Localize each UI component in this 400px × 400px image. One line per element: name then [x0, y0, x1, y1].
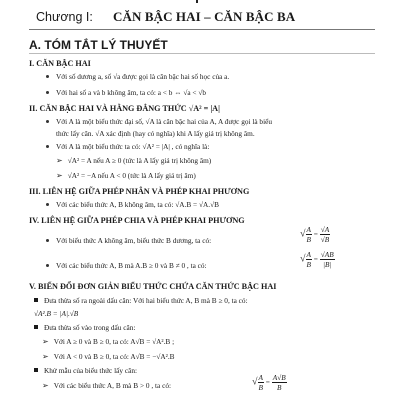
bullet-icon: [46, 264, 49, 267]
s2-line-3: [46, 142, 209, 151]
f3-rhs-den: B: [276, 383, 282, 393]
f1-lhs-num: A: [306, 225, 311, 234]
page-mark: [196, 0, 198, 3]
s2-line-4: [56, 156, 211, 165]
heading-bien-doi: V. BIẾN ĐỔI ĐƠN GIẢN BIỂU THỨC CHỨA CĂN THỨC BẬC HAI: [29, 282, 277, 291]
bullet-icon: [46, 75, 49, 78]
s3-text-1: Với các biểu thức A, B không âm, ta có: √A.B = √A.√B: [56, 200, 219, 209]
f3-eq: =: [265, 377, 270, 387]
heading-hang-dang-thuc: II. CĂN BẬC HAI VÀ HẰNG ĐẲNG THỨC √A² = |A|: [29, 104, 220, 113]
f1-rhs-den: √B: [320, 235, 330, 245]
s1-text-2: Với hai số a và b không âm, ta có: a < b ⇔ √a < √b: [56, 88, 206, 97]
s2-text-5: √A² = −A nếu A < 0 (tức là A lấy giá trị âm): [67, 171, 196, 180]
s5-line-4: [42, 337, 174, 346]
chapter-underline: [29, 29, 375, 30]
s2-text-3: Với A là một biểu thức ta có: √A² = |A| , có nghĩa là:: [56, 142, 210, 151]
s4-text-1: Với biểu thức A không âm, biểu thức B dương, ta có:: [56, 236, 212, 245]
f1-eq: =: [313, 229, 318, 239]
s4-line-1: [46, 236, 211, 245]
s5-text-4: Với A ≥ 0 và B ≥ 0, ta có: A√B = √A².B ;: [53, 337, 175, 346]
f2-lhs-den: B: [306, 260, 311, 270]
arrow-icon: ➢: [56, 156, 63, 165]
square-bullet-icon: [34, 325, 38, 329]
s5-formula-1: √A².B = |A|.√B: [34, 309, 79, 318]
s5-text-5: Với A < 0 và B ≥ 0, ta có: A√B = −√A².B: [53, 352, 175, 361]
section-a-underline: [29, 53, 375, 54]
s1-line-2: [46, 88, 206, 97]
chapter-title: CĂN BẬC HAI – CĂN BẬC BA: [113, 9, 296, 24]
bullet-icon: [46, 203, 49, 206]
arrow-icon: ➢: [42, 381, 49, 390]
section-a-heading: A. TÓM TẮT LÝ THUYẾT: [29, 38, 168, 52]
bullet-icon: [46, 239, 49, 242]
chapter-header: [29, 8, 375, 30]
s5-text-3: Đưa thừa số vào trong dấu căn:: [44, 323, 136, 332]
f3-rhs-num: A√B: [272, 373, 286, 382]
s2-line-1: [46, 117, 272, 126]
f1-rhs-num: √A: [320, 225, 330, 234]
s5-line-6: [34, 366, 137, 375]
s4-line-2: [46, 261, 207, 270]
s2-line-2: thức lấy căn. √A xác định (hay có nghĩa) khi A lấy giá trị không âm.: [56, 129, 255, 138]
f2-lhs-num: A: [306, 250, 311, 259]
s5-line-5: [42, 352, 175, 361]
s5-text-6: Khử mẫu của biểu thức lấy căn:: [44, 366, 138, 375]
s2-text-4: √A² = A nếu A ≥ 0 (tức là A lấy giá trị không âm): [67, 156, 212, 165]
s3-line-1: [46, 200, 219, 209]
s5-line-3: [34, 323, 135, 332]
arrow-icon: ➢: [42, 337, 49, 346]
s1-text-1: Với số dương a, số √a được gọi là căn bậc hai số học của a.: [56, 72, 230, 81]
bullet-icon: [46, 145, 49, 148]
f2-eq: =: [313, 254, 318, 264]
s2-text-1: Với A là một biểu thức đại số, √A là căn bậc hai của A, A được gọi là biểu: [56, 117, 272, 126]
f2-rhs-num: √AB: [320, 250, 334, 259]
f3-lhs-den: B: [258, 383, 263, 393]
formula-quotient-1: √ $\frac{A}{B}$ = $\frac{√A}{√B}$: [300, 225, 330, 245]
s2-line-5: [56, 171, 196, 180]
heading-phep-chia: IV. LIÊN HỆ GIỮA PHÉP CHIA VÀ PHÉP KHAI PHƯƠNG: [29, 216, 245, 225]
heading-phep-nhan: III. LIÊN HỆ GIỮA PHÉP NHÂN VÀ PHÉP KHAI PHƯƠNG: [29, 187, 250, 196]
f1-lhs-den: B: [306, 235, 311, 245]
f2-rhs-den: |B|: [322, 260, 332, 270]
bullet-icon: [46, 91, 49, 94]
s5-line-7: [42, 381, 171, 390]
s5-text-7: Với các biểu thức A, B mà B > 0 , ta có:: [53, 381, 172, 390]
arrow-icon: ➢: [42, 352, 49, 361]
arrow-icon: ➢: [56, 171, 63, 180]
chapter-number: Chương I:: [36, 10, 93, 24]
s5-line-1: [34, 296, 248, 305]
bullet-icon: [46, 120, 49, 123]
s1-line-1: [46, 72, 229, 81]
heading-can-bac-hai: I. CĂN BẬC HAI: [29, 59, 91, 68]
f3-lhs-num: A: [258, 373, 263, 382]
s4-text-2: Với các biểu thức A, B mà A.B ≥ 0 và B ≠ 0 , ta có:: [56, 261, 207, 270]
square-bullet-icon: [34, 368, 38, 372]
formula-quotient-2: √ $\frac{A}{B}$ = $\frac{√AB}{|B|}$: [300, 250, 334, 270]
formula-rationalize: √ $\frac{A}{B}$ = $\frac{A√B}{B}$: [252, 373, 286, 393]
s5-text-1: Đưa thừa số ra ngoài dấu căn: Với hai biểu thức A, B mà B ≥ 0, ta có:: [44, 296, 248, 305]
square-bullet-icon: [34, 298, 38, 302]
